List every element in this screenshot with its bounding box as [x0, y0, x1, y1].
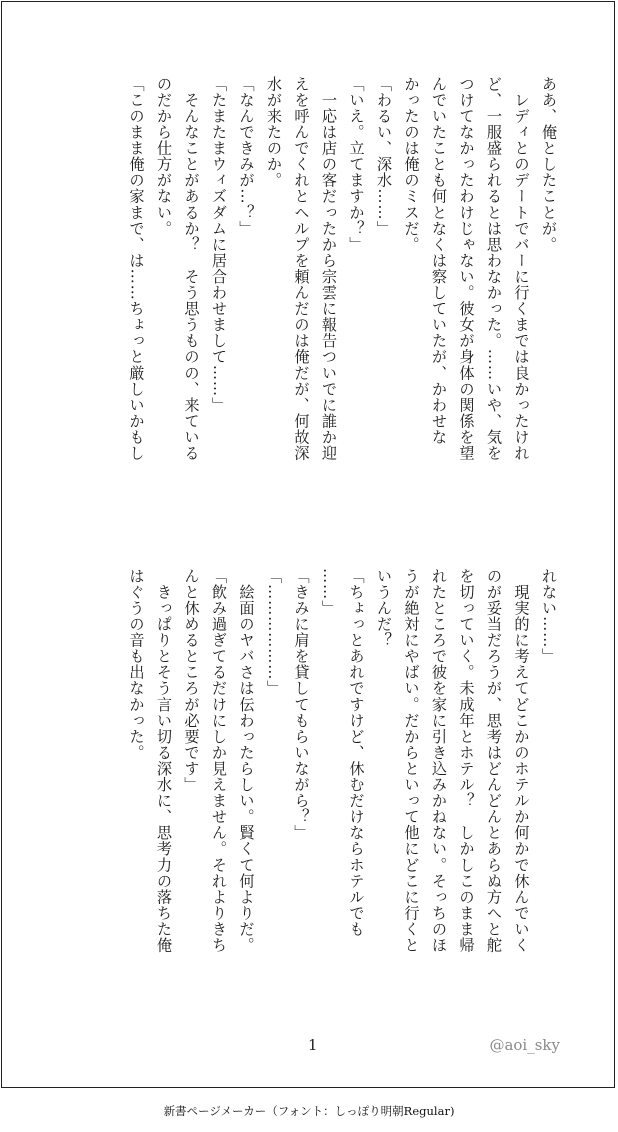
text-line: のが妥当だろうが、思考はどんどんとあらぬ方へと舵 [485, 568, 503, 954]
text-line: んと休めるところが必要です」 [182, 568, 201, 793]
text-line: のだから仕方がない。 [155, 76, 173, 237]
text-line: はぐうの音も出なかった。 [127, 568, 146, 761]
text-line: いうんだ？ [375, 568, 393, 649]
text-line: 「わるい、深水……」 [375, 76, 393, 237]
text-line: 現実的に考えてどこかのホテルか何かで休んでいく [512, 568, 531, 954]
text-line: そんなことがあるか？ そう思うものの、来ている [182, 76, 201, 462]
text-line: を切っていく。未成年とホテル？ しかしこのまま帰 [457, 568, 476, 954]
text-line: 絵面のヤバさは伝わったらしい。賢くて何よりだ。 [237, 568, 256, 954]
book-page [1, 1, 615, 1088]
text-line: つけてなかったわけじゃない。彼女が身体の関係を望 [457, 76, 476, 462]
text-line: きっぱりとそう言い切る深水に、思考力の落ちた俺 [155, 568, 173, 954]
generator-caption: 新書ページメーカー（フォント：しっぽり明朝Regular) [163, 1104, 455, 1118]
text-line: れたところで彼を家に引き込みかねない。そっちのほ [430, 568, 448, 954]
text-line: 「いえ。立てますか？」 [347, 76, 366, 253]
text-line: ああ、俺としたことが。 [540, 76, 558, 253]
upper-text-block [122, 76, 562, 528]
text-line: 「たまたまウィズダムに居合わせまして……」 [210, 76, 228, 414]
text-line: 「………………」 [265, 568, 283, 697]
text-line: うが絶対にやばい。だからといって他にどこに行くと [402, 568, 421, 954]
text-line: レディとのデートでバーに行くまでは良かったけれ [512, 76, 531, 462]
text-line: 「なんできみが…？」 [237, 76, 256, 237]
text-line: れない……」 [540, 568, 558, 665]
text-line: 「きみに肩を貸してもらいながら？」 [292, 568, 311, 841]
text-line: 一応は店の客だったから宗雲に報告ついでに誰か迎 [320, 76, 338, 462]
author-handle: @aoi_sky [489, 1036, 560, 1054]
text-line: 水が来たのか。 [265, 76, 283, 189]
text-line: んでいたことも何となくは察していたが、かわせな [430, 76, 448, 446]
text-line: 「飲み過ぎてるだけにしか見えません。それよりきち [210, 568, 228, 954]
text-line: 「このまま俺の家まで、は……ちょっと厳しいかもし [127, 76, 146, 462]
text-line: ……」 [320, 568, 338, 617]
text-line: ど、一服盛られるとは思わなかった。……いや、気を [485, 76, 503, 462]
text-line: 「ちょっとあれですけど、休むだけならホテルでも [347, 568, 366, 938]
page-number: 1 [308, 1036, 318, 1054]
text-line: かったのは俺のミスだ。 [402, 76, 421, 253]
lower-text-block [122, 568, 562, 1020]
text-line: えを呼んでくれとヘルプを頼んだのは俺だが、何故深 [292, 76, 311, 462]
